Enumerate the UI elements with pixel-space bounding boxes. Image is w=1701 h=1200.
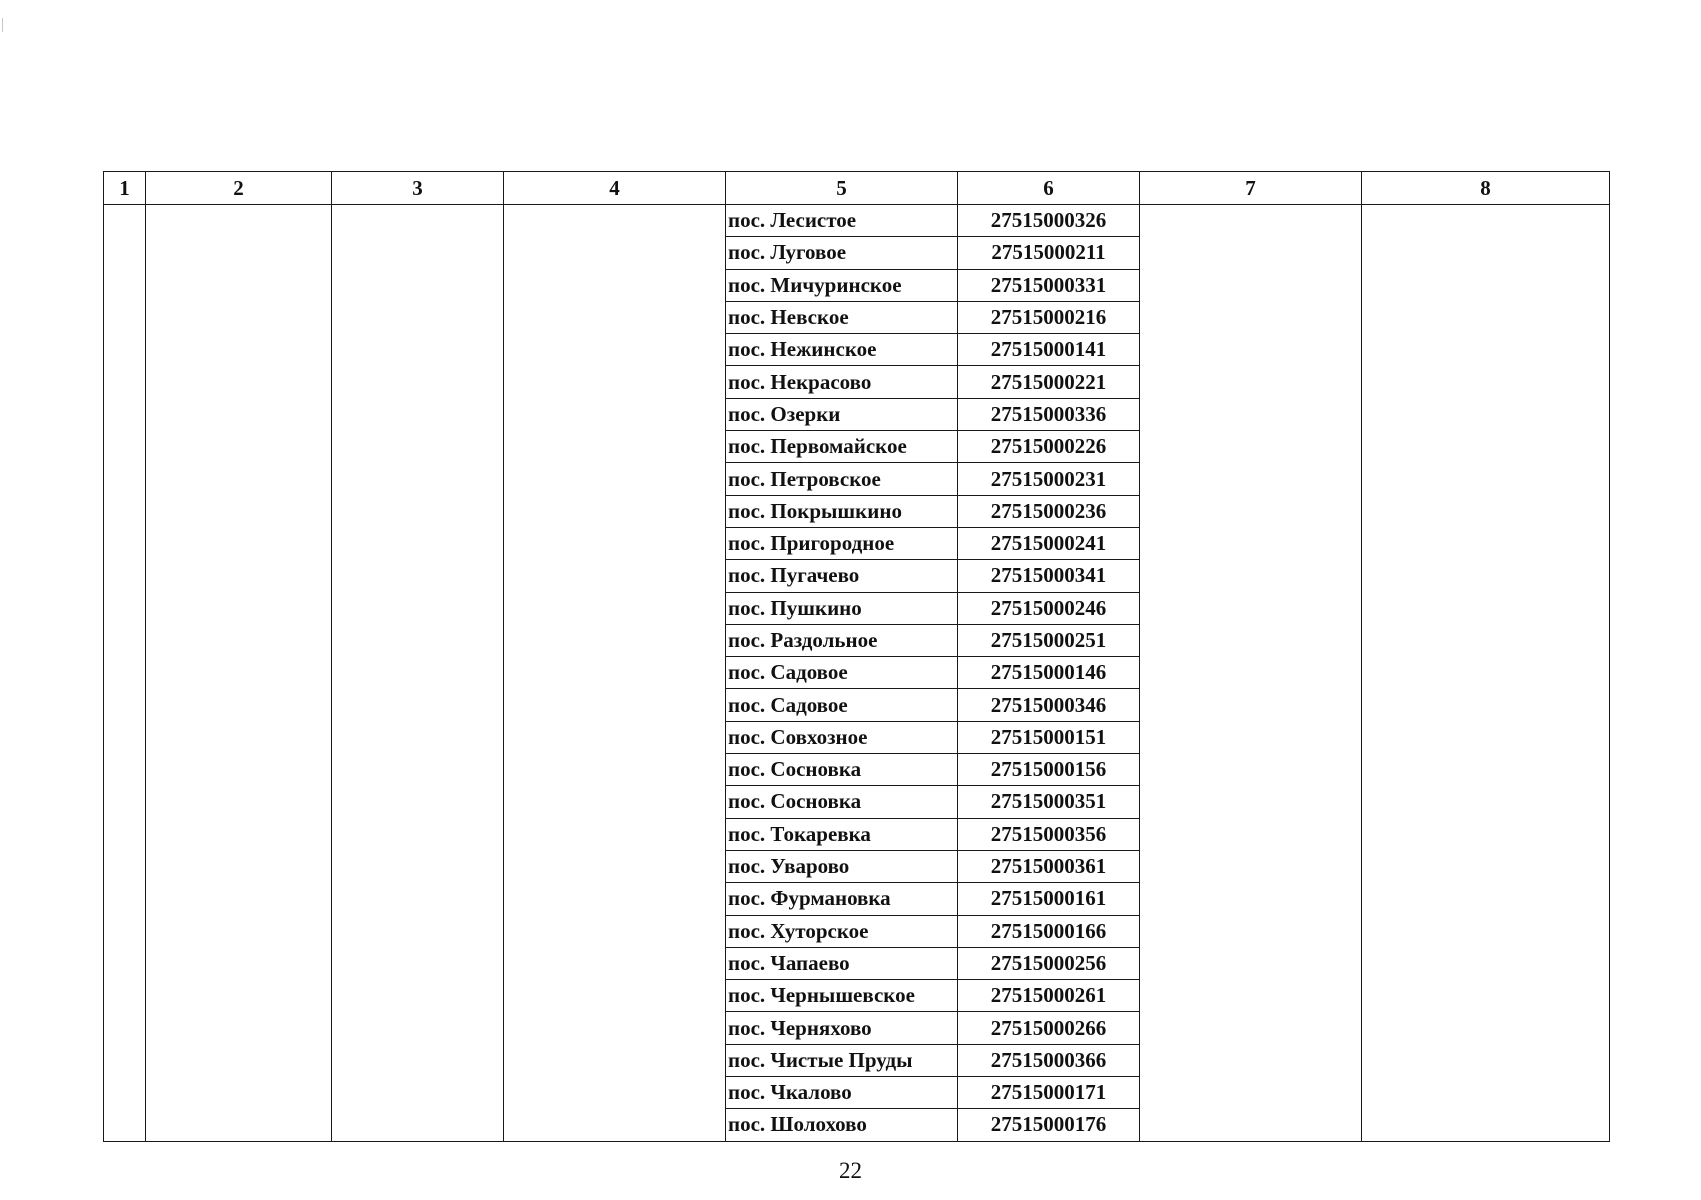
settlement-code-cell: 27515000346 [958, 689, 1140, 721]
settlement-code-cell: 27515000151 [958, 721, 1140, 753]
settlement-code-cell: 27515000141 [958, 334, 1140, 366]
empty-column-4-cell [504, 205, 726, 1142]
column-header-7: 7 [1140, 172, 1362, 205]
settlement-name-cell: пос. Черняхово [726, 1012, 958, 1044]
settlement-name-cell: пос. Чернышевское [726, 980, 958, 1012]
page-number: 22 [839, 1158, 862, 1183]
settlement-name-cell: пос. Лесистое [726, 205, 958, 237]
table-body [104, 205, 1610, 1142]
settlement-name-cell: пос. Чапаево [726, 947, 958, 979]
settlements-table [103, 171, 1610, 1142]
settlement-name-cell: пос. Фурмановка [726, 883, 958, 915]
scan-edge-mark [2, 18, 3, 32]
settlement-name-cell: пос. Чистые Пруды [726, 1044, 958, 1076]
settlement-code-cell: 27515000336 [958, 398, 1140, 430]
column-header-5: 5 [726, 172, 958, 205]
settlement-name-cell: пос. Уварово [726, 850, 958, 882]
settlement-code-cell: 27515000251 [958, 624, 1140, 656]
settlement-code-cell: 27515000166 [958, 915, 1140, 947]
settlement-name-cell: пос. Раздольное [726, 624, 958, 656]
settlement-name-cell: пос. Сосновка [726, 786, 958, 818]
column-header-2: 2 [146, 172, 332, 205]
empty-column-8-cell [1362, 205, 1610, 1142]
header-row [104, 172, 1610, 205]
settlement-name-cell: пос. Совхозное [726, 721, 958, 753]
settlement-code-cell: 27515000266 [958, 1012, 1140, 1044]
settlement-name-cell: пос. Мичуринское [726, 269, 958, 301]
settlement-name-cell: пос. Шолохово [726, 1109, 958, 1141]
empty-column-1-cell [104, 205, 146, 1142]
settlement-code-cell: 27515000146 [958, 657, 1140, 689]
settlement-name-cell: пос. Хуторское [726, 915, 958, 947]
settlement-code-cell: 27515000366 [958, 1044, 1140, 1076]
column-header-4: 4 [504, 172, 726, 205]
settlement-code-cell: 27515000341 [958, 560, 1140, 592]
settlement-code-cell: 27515000356 [958, 818, 1140, 850]
settlement-code-cell: 27515000231 [958, 463, 1140, 495]
settlement-name-cell: пос. Садовое [726, 657, 958, 689]
settlement-code-cell: 27515000246 [958, 592, 1140, 624]
settlement-name-cell: пос. Петровское [726, 463, 958, 495]
settlement-name-cell: пос. Садовое [726, 689, 958, 721]
settlement-name-cell: пос. Пригородное [726, 527, 958, 559]
settlement-code-cell: 27515000156 [958, 754, 1140, 786]
empty-column-3-cell [332, 205, 504, 1142]
settlement-name-cell: пос. Покрышкино [726, 495, 958, 527]
empty-column-7-cell [1140, 205, 1362, 1142]
column-header-3: 3 [332, 172, 504, 205]
column-header-1: 1 [104, 172, 146, 205]
empty-column-2-cell [146, 205, 332, 1142]
settlement-code-cell: 27515000261 [958, 980, 1140, 1012]
settlement-name-cell: пос. Пугачево [726, 560, 958, 592]
settlement-code-cell: 27515000211 [958, 237, 1140, 269]
settlement-name-cell: пос. Невское [726, 301, 958, 333]
settlement-name-cell: пос. Пушкино [726, 592, 958, 624]
settlement-code-cell: 27515000176 [958, 1109, 1140, 1141]
settlement-code-cell: 27515000216 [958, 301, 1140, 333]
settlement-code-cell: 27515000351 [958, 786, 1140, 818]
settlement-code-cell: 27515000161 [958, 883, 1140, 915]
settlement-code-cell: 27515000361 [958, 850, 1140, 882]
settlement-code-cell: 27515000326 [958, 205, 1140, 237]
table-row [104, 205, 1610, 237]
table-container [103, 171, 1609, 1142]
settlement-code-cell: 27515000226 [958, 431, 1140, 463]
settlement-name-cell: пос. Токаревка [726, 818, 958, 850]
settlement-name-cell: пос. Озерки [726, 398, 958, 430]
settlement-code-cell: 27515000171 [958, 1077, 1140, 1109]
column-header-8: 8 [1362, 172, 1610, 205]
column-header-6: 6 [958, 172, 1140, 205]
settlement-name-cell: пос. Некрасово [726, 366, 958, 398]
settlement-name-cell: пос. Нежинское [726, 334, 958, 366]
settlement-code-cell: 27515000331 [958, 269, 1140, 301]
settlement-name-cell: пос. Первомайское [726, 431, 958, 463]
settlement-code-cell: 27515000256 [958, 947, 1140, 979]
settlement-code-cell: 27515000221 [958, 366, 1140, 398]
settlement-name-cell: пос. Луговое [726, 237, 958, 269]
settlement-name-cell: пос. Чкалово [726, 1077, 958, 1109]
settlement-name-cell: пос. Сосновка [726, 754, 958, 786]
settlement-code-cell: 27515000241 [958, 527, 1140, 559]
settlement-code-cell: 27515000236 [958, 495, 1140, 527]
